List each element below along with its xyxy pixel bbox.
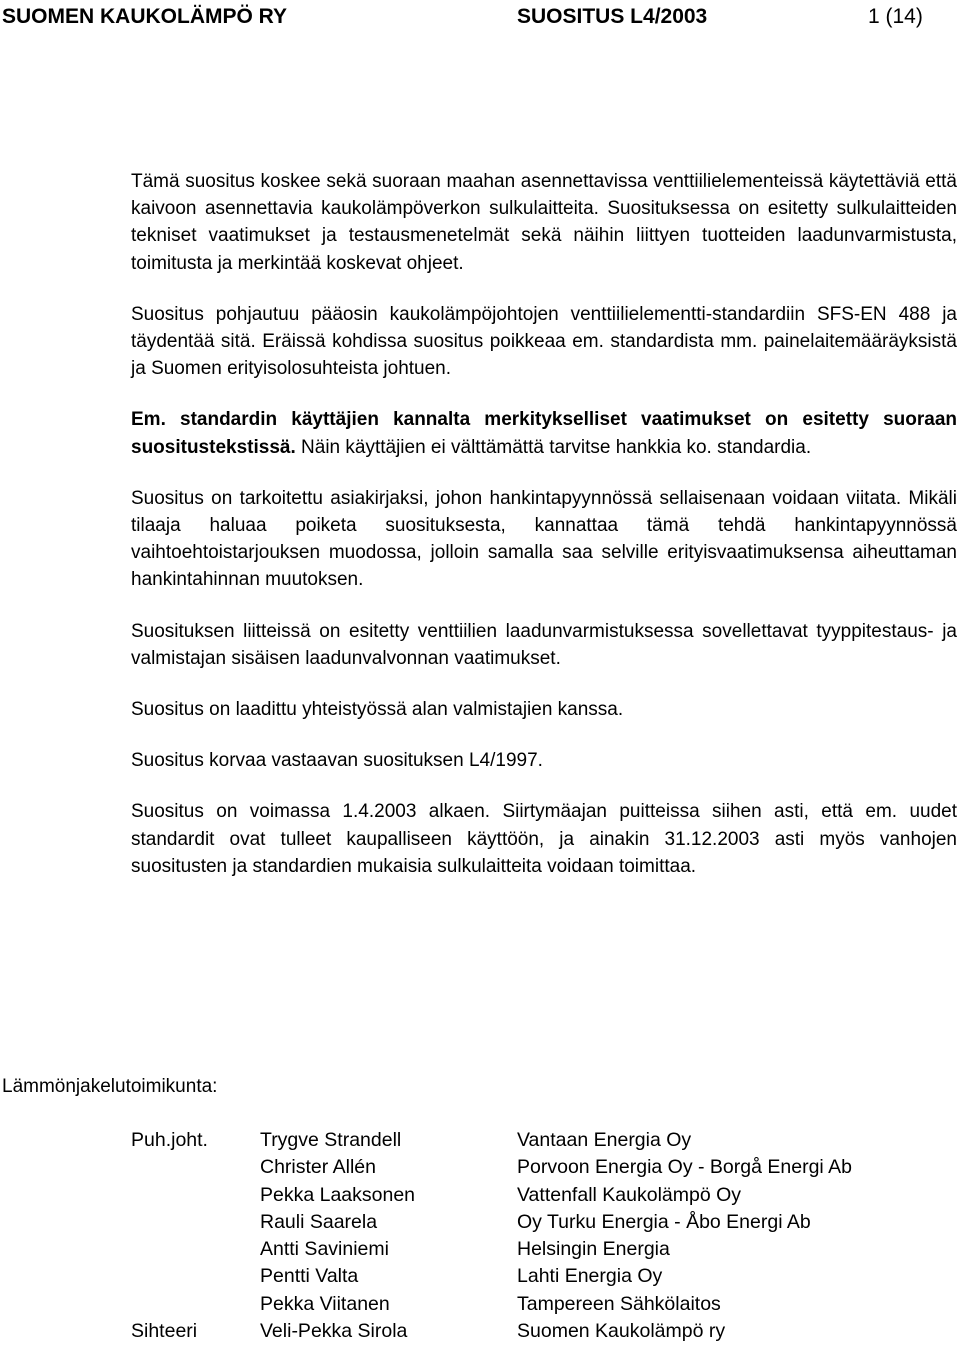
member-name: Pentti Valta xyxy=(260,1265,359,1288)
paragraph-purpose: Suositus on tarkoitettu asiakirjaksi, johon hankintapyynnössä sellaisenaan voidaan viitata. Mikäli tilaaja haluaa poiketa suosituksesta, kannattaa tämä tehdä hankintapyynnössä vaihtoehtoistarjouksen muodossa, jolloin samalla saa selville erityisvaatimuksensa aiheuttaman hankintahinnan muutoksen. xyxy=(131,487,957,591)
member-name: Pekka Laaksonen xyxy=(260,1183,416,1206)
header-page-number: 1 (14) xyxy=(868,5,923,28)
paragraph-users-emphasis: Em. standardin käyttäjien kannalta merkitykselliset vaatimukset on esitetty suoraan suositustekstissä. xyxy=(131,409,957,458)
member-organization: Vattenfall Kaukolämpö Oy xyxy=(517,1183,742,1206)
paragraph-users-rest: Näin käyttäjien ei välttämättä tarvitse hankkia ko. standardia. xyxy=(295,436,812,458)
member-organization: Porvoon Energia Oy - Borgå Energi Ab xyxy=(517,1156,852,1179)
header-document-id: SUOSITUS L4/2003 xyxy=(517,5,708,28)
paragraph-users xyxy=(131,406,957,460)
member-name: Rauli Saarela xyxy=(260,1210,378,1233)
member-organization: Lahti Energia Oy xyxy=(517,1265,663,1288)
member-organization: Helsingin Energia xyxy=(517,1238,670,1261)
member-name: Pekka Viitanen xyxy=(260,1292,390,1315)
member-organization: Vantaan Energia Oy xyxy=(517,1129,692,1151)
member-role: Sihteeri xyxy=(131,1320,198,1343)
header-organization: SUOMEN KAUKOLÄMPÖ RY xyxy=(2,5,288,28)
paragraph-validity: Suositus on voimassa 1.4.2003 alkaen. Siirtymäajan puitteissa siihen asti, että em. uudet standardit ovat tulleet kaupalliseen käyttöön, ja ainakin 31.12.2003 asti myös vanhojen suositusten ja standardien mukaisia sulkulaitteita voidaan toimittaa. xyxy=(131,801,957,877)
paragraph-cooperation: Suositus on laadittu yhteistyössä alan valmistajien kanssa. xyxy=(131,699,624,721)
paragraph-basis: Suositus pohjautuu pääosin kaukolämpöjohtojen venttiilielementti-standardiin SFS-EN 488 ja täydentää sitä. Eräissä kohdissa suositus poikkeaa em. standardista mm. painelaitemääräyksistä ja Suomen erityisolosuhteista johtuen. xyxy=(131,303,957,380)
paragraph-scope: Tämä suositus koskee sekä suoraan maahan asennettavissa venttiilielementeissä käytettäviä että kaivoon asennettavia kaukolämpöverkon sulkulaitteita. Suosituksessa on esitetty sulkulaitteiden tekniset vaatimukset ja testausmenetelmät sekä näihin liittyen tuotteiden laadunvarmistusta, toimitusta ja merkintää koskevat ohjeet. xyxy=(131,171,957,274)
member-organization: Suomen Kaukolämpö ry xyxy=(517,1320,726,1343)
committee-title: Lämmönjakelutoimikunta: xyxy=(2,1076,218,1097)
member-organization: Oy Turku Energia - Åbo Energi Ab xyxy=(517,1210,811,1233)
member-role: Puh.joht. xyxy=(131,1129,208,1151)
member-name: Trygve Strandell xyxy=(260,1129,402,1151)
paragraph-appendices: Suosituksen liitteissä on esitetty venttiilien laadunvarmistuksessa sovellettavat tyyppitestaus- ja valmistajan sisäisen laadunvalvonnan vaatimukset. xyxy=(131,620,957,669)
member-name: Antti Saviniemi xyxy=(260,1238,389,1261)
member-name: Christer Allén xyxy=(260,1156,376,1179)
member-name: Veli-Pekka Sirola xyxy=(260,1320,408,1343)
member-organization: Tampereen Sähkölaitos xyxy=(517,1292,721,1315)
paragraph-replaces: Suositus korvaa vastaavan suosituksen L4/1997. xyxy=(131,750,543,772)
body-text xyxy=(131,168,957,880)
